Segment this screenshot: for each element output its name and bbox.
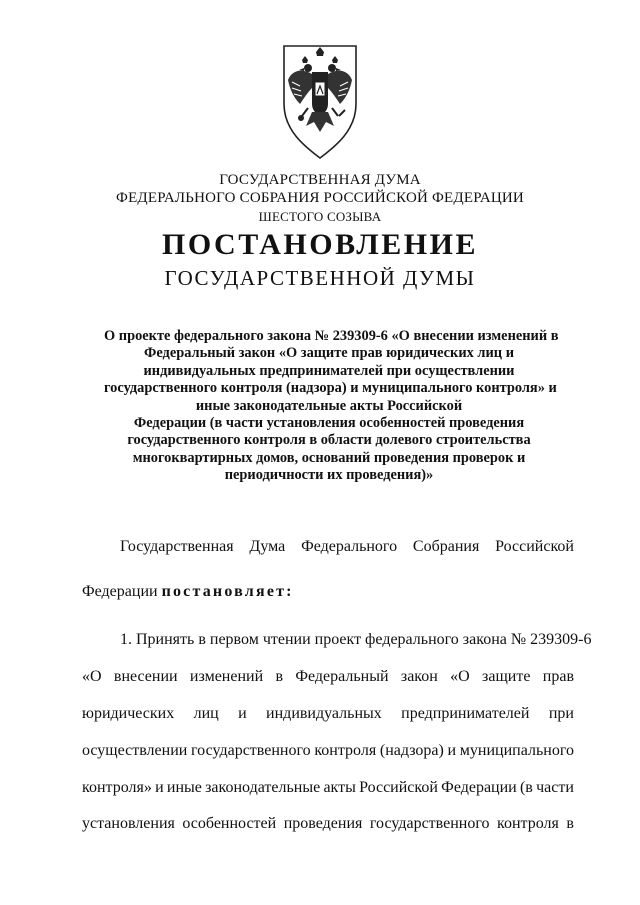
word: «О [450, 668, 470, 685]
resolution-verb: постановляет: [161, 583, 294, 600]
coat-of-arms-emblem [278, 42, 362, 162]
paragraph1-line5 [82, 778, 574, 798]
word: в [566, 815, 574, 832]
word: акты [323, 779, 356, 796]
subject-line: государственного контроля (надзора) и муниципального контроля» и [104, 380, 557, 397]
subject-line: государственного контроля в области долевого строительства [127, 432, 531, 449]
word: предпринимателей [401, 705, 530, 722]
word: закон [400, 668, 438, 685]
word: Собрания [412, 538, 480, 555]
word: муниципального [459, 742, 574, 759]
word: и [447, 742, 457, 759]
word: установления [82, 815, 175, 832]
word: контроля [497, 815, 559, 832]
subject-line: периодичности их проведения)» [224, 467, 434, 484]
word: контроля» [82, 779, 152, 796]
word: (в [519, 779, 533, 796]
word: особенностей [182, 815, 277, 832]
word: юридических [82, 705, 175, 722]
word: иные [166, 779, 202, 796]
subject-line: Федеральный закон «О защите прав юридических лиц и [144, 345, 514, 362]
word: защите [482, 668, 531, 685]
word: и [155, 779, 164, 796]
word: Федерации [82, 583, 158, 600]
paragraph1-line1: 1. Принять в первом чтении проект федерального закона № 239309-6 [120, 631, 592, 648]
word: лиц [193, 705, 219, 722]
subject-line: Федерации (в части установления особенностей проведения [133, 415, 525, 432]
paragraph1-line6 [82, 814, 574, 834]
word: проведения [283, 815, 363, 832]
word: осуществлении [82, 742, 188, 759]
word: Федерального [301, 538, 398, 555]
word: Дума [249, 538, 286, 555]
word: внесении [113, 668, 178, 685]
word: государственного [369, 815, 490, 832]
word: Федерации [441, 779, 517, 796]
document-subject [104, 328, 559, 485]
word: «О [82, 668, 102, 685]
preamble-line1 [120, 537, 574, 557]
word: Российской [495, 538, 574, 555]
org-name-line2: ФЕДЕРАЛЬНОГО СОБРАНИЯ РОССИЙСКОЙ ФЕДЕРАЦИИ [116, 190, 524, 206]
subject-line: иные законодательные акты Российской [195, 397, 463, 414]
convocation: ШЕСТОГО СОЗЫВА [258, 209, 382, 224]
subject-line: индивидуальных предпринимателей при осуществлении [143, 362, 515, 379]
word: прав [542, 668, 574, 685]
document-type-title: ПОСТАНОВЛЕНИЕ [162, 228, 478, 261]
paragraph1-line3 [82, 704, 574, 724]
paragraph1-line4 [82, 741, 574, 761]
word: части [536, 779, 574, 796]
word: индивидуальных [266, 705, 382, 722]
org-name-line1: ГОСУДАРСТВЕННАЯ ДУМА [219, 172, 421, 188]
subject-line: О проекте федерального закона № 239309-6 «О внесении изменений в [104, 328, 559, 344]
paragraph1-line2 [82, 667, 574, 687]
word: в [275, 668, 284, 685]
subject-line: многоквартирных домов, оснований проведения проверок и [132, 449, 526, 466]
preamble-line2 [82, 582, 574, 602]
word: Государственная [120, 538, 234, 555]
word: Российской [359, 779, 438, 796]
word: изменений [189, 668, 264, 685]
word: государственного [191, 742, 311, 759]
word: при [548, 705, 574, 722]
word: (надзора) [379, 742, 444, 759]
word: контроля [314, 742, 377, 759]
word: и [238, 705, 247, 722]
word: Федеральный [295, 668, 389, 685]
document-type-subtitle: ГОСУДАРСТВЕННОЙ ДУМЫ [164, 266, 476, 290]
word: законодательные [205, 779, 321, 796]
